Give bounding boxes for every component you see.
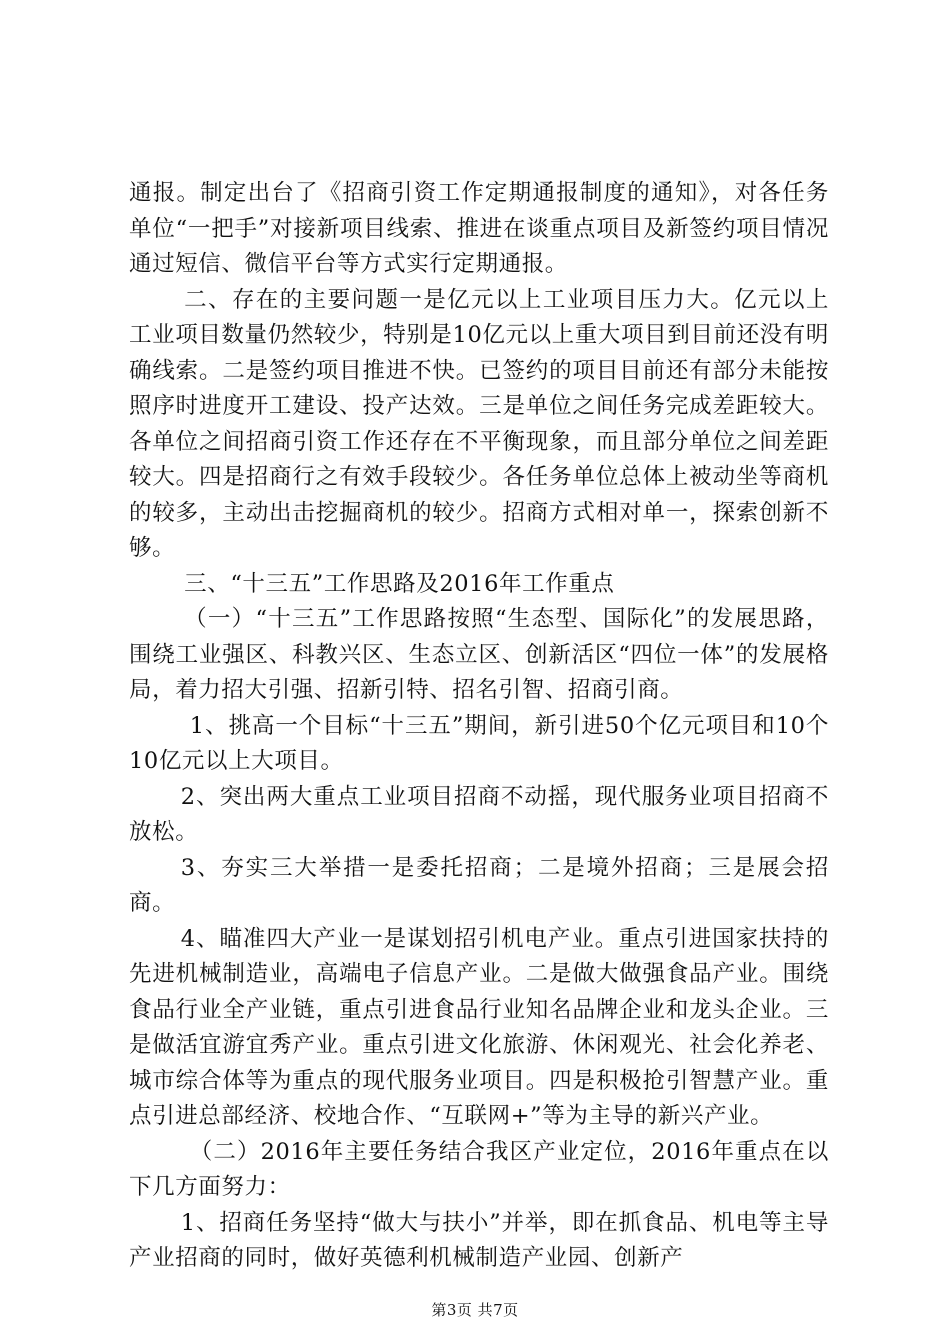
paragraph-main-problems: 二、存在的主要问题一是亿元以上工业项目压力大。亿元以上工业项目数量仍然较少，特别是10亿元以上重大项目到目前还没有明确线索。二是签约项目推进不快。已签约的项目目前还有部分未能按照序时进度开工建设、投产达效。三是单位之间任务完成差距较大。各单位之间招商引资工作还存在不平衡现象，而且部分单位之间差距较大。四是招商行之有效手段较少。各任务单位总体上被动坐等商机的较多，主动出击挖掘商机的较少。招商方式相对单一，探索创新不够。 xyxy=(129,286,829,561)
section-heading-13th-five-year: 三、“十三五”工作思路及2016年工作重点 xyxy=(184,570,615,597)
document-body xyxy=(129,176,829,1277)
list-item-goal: 1、挑高一个目标“十三五”期间，新引进50个亿元项目和10个10亿元以上大项目。 xyxy=(129,712,829,774)
list-item-three-measures: 3、夯实三大举措一是委托招商；二是境外招商；三是展会招商。 xyxy=(129,854,829,916)
list-item-four-industries: 4、瞄准四大产业一是谋划招引机电产业。重点引进国家扶持的先进机械制造业，高端电子信息产业。二是做大做强食品产业。围绕食品行业全产业链，重点引进食品行业知名品牌企业和龙头企业。三是做活宜游宜秀产业。重点引进文化旅游、休闲观光、社会化养老、城市综合体等为重点的现代服务业项目。四是积极抢引智慧产业。重点引进总部经济、校地合作、“互联网+”等为主导的新兴产业。 xyxy=(129,925,829,1129)
list-item-two-focuses: 2、突出两大重点工业项目招商不动摇，现代服务业项目招商不放松。 xyxy=(129,783,829,845)
list-item-investment-task: 1、招商任务坚持“做大与扶小”并举，即在抓食品、机电等主导产业招商的同时，做好英德利机械制造产业园、创新产 xyxy=(129,1209,829,1271)
paragraph-2016-tasks: （二）2016年主要任务结合我区产业定位，2016年重点在以下几方面努力： xyxy=(129,1138,829,1200)
paragraph-notification: 通报。制定出台了《招商引资工作定期通报制度的通知》，对各任务单位“一把手”对接新项目线索、推进在谈重点项目及新签约项目情况通过短信、微信平台等方式实行定期通报。 xyxy=(129,180,829,277)
paragraph-work-approach: （一）“十三五”工作思路按照“生态型、国际化”的发展思路，围绕工业强区、科教兴区、生态立区、创新活区“四位一体”的发展格局，着力招大引强、招新引特、招名引智、招商引商。 xyxy=(129,606,829,703)
page-footer: 第3页 共7页 xyxy=(431,1301,519,1319)
